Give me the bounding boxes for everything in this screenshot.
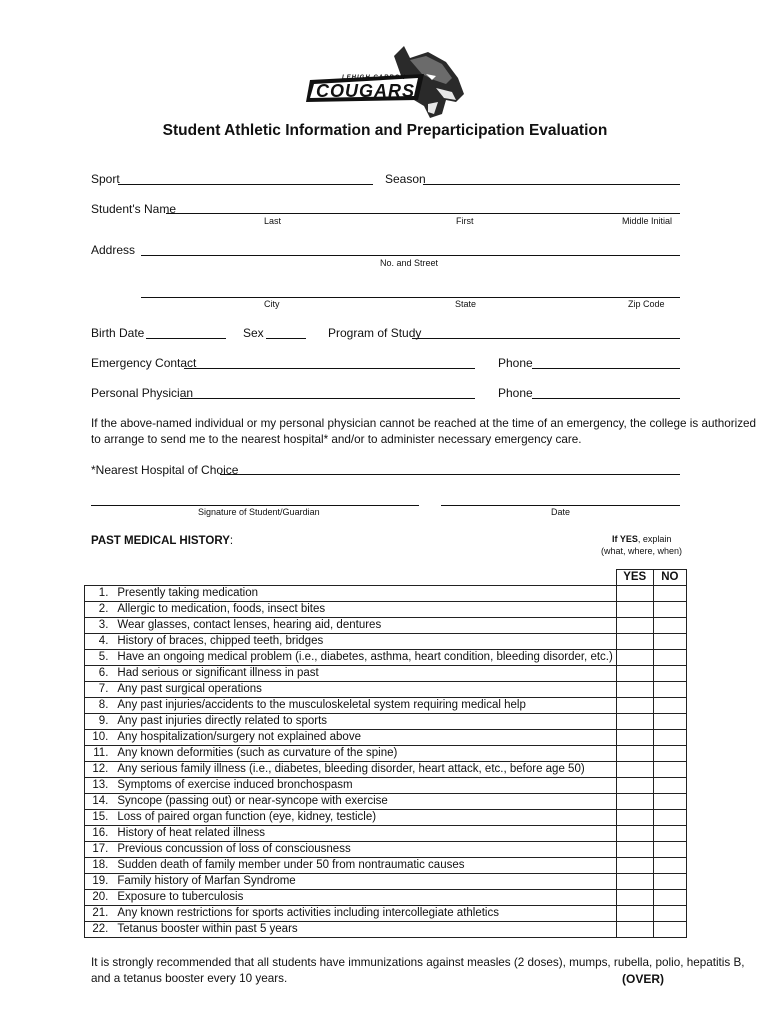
item-number: 4. [85, 634, 115, 650]
sex-field[interactable] [266, 338, 306, 339]
table-row [85, 778, 687, 794]
authorization-line-2: to arrange to send me to the nearest hospital* and/or to administer necessary emergency care. [91, 433, 582, 446]
table-row [85, 858, 687, 874]
item-description: Wear glasses, contact lenses, hearing aid, dentures [114, 618, 616, 634]
yes-checkbox-cell[interactable] [616, 682, 653, 698]
no-checkbox-cell[interactable] [653, 666, 686, 682]
sport-field[interactable] [118, 184, 373, 185]
hospital-field[interactable] [220, 474, 680, 475]
no-checkbox-cell[interactable] [653, 586, 686, 602]
no-checkbox-cell[interactable] [653, 810, 686, 826]
table-row [85, 842, 687, 858]
table-row [85, 714, 687, 730]
no-checkbox-cell[interactable] [653, 890, 686, 906]
table-row [85, 730, 687, 746]
city-state-zip-field[interactable] [141, 297, 680, 298]
yes-checkbox-cell[interactable] [616, 826, 653, 842]
item-description: History of braces, chipped teeth, bridges [114, 634, 616, 650]
yes-checkbox-cell[interactable] [616, 906, 653, 922]
yes-checkbox-cell[interactable] [616, 794, 653, 810]
explain-note-line-2: (what, where, when) [601, 546, 683, 556]
item-number: 9. [85, 714, 115, 730]
yes-checkbox-cell[interactable] [616, 634, 653, 650]
zip-caption: Zip Code [628, 299, 665, 309]
state-caption: State [455, 299, 477, 309]
medical-history-table [84, 569, 687, 938]
yes-checkbox-cell[interactable] [616, 810, 653, 826]
yes-checkbox-cell[interactable] [616, 842, 653, 858]
sex-label: Sex [243, 326, 264, 340]
table-row [85, 618, 687, 634]
street-caption: No. and Street [380, 258, 439, 268]
no-checkbox-cell[interactable] [653, 778, 686, 794]
middle-initial-caption: Middle Initial [622, 216, 673, 226]
item-number: 21. [85, 906, 115, 922]
program-field[interactable] [412, 338, 680, 339]
no-checkbox-cell[interactable] [653, 826, 686, 842]
item-description: Any known restrictions for sports activities including intercollegiate athletics [114, 906, 616, 922]
item-description: Any past injuries/accidents to the musculoskeletal system requiring medical help [114, 698, 616, 714]
city-caption: City [264, 299, 280, 309]
item-description: Allergic to medication, foods, insect bites [114, 602, 616, 618]
no-checkbox-cell[interactable] [653, 746, 686, 762]
medical-history-heading: PAST MEDICAL HISTORY: [91, 535, 234, 547]
item-number: 13. [85, 778, 115, 794]
no-checkbox-cell[interactable] [653, 762, 686, 778]
item-number: 12. [85, 762, 115, 778]
yes-checkbox-cell[interactable] [616, 730, 653, 746]
table-row [85, 922, 687, 938]
emergency-contact-label: Emergency Contact [91, 356, 197, 370]
yes-checkbox-cell[interactable] [616, 698, 653, 714]
student-name-field[interactable] [166, 213, 680, 214]
yes-checkbox-cell[interactable] [616, 778, 653, 794]
date-caption: Date [551, 507, 571, 517]
item-description: Presently taking medication [114, 586, 616, 602]
table-row [85, 794, 687, 810]
sport-label: Sport [91, 172, 120, 186]
no-checkbox-cell[interactable] [653, 842, 686, 858]
table-row [85, 698, 687, 714]
item-number: 7. [85, 682, 115, 698]
no-checkbox-cell[interactable] [653, 698, 686, 714]
no-checkbox-cell[interactable] [653, 730, 686, 746]
explain-note-line-1: If YES, explain [612, 534, 672, 544]
table-row [85, 650, 687, 666]
table-row [85, 890, 687, 906]
signature-caption: Signature of Student/Guardian [198, 507, 320, 517]
table-row [85, 762, 687, 778]
last-name-caption: Last [264, 216, 282, 226]
item-number: 2. [85, 602, 115, 618]
cougars-logo [306, 44, 468, 120]
yes-checkbox-cell[interactable] [616, 746, 653, 762]
item-number: 3. [85, 618, 115, 634]
street-field[interactable] [141, 255, 680, 256]
signature-field[interactable] [91, 505, 419, 506]
item-number: 1. [85, 586, 115, 602]
program-label: Program of Study [328, 326, 422, 340]
birth-date-field[interactable] [146, 338, 226, 339]
yes-checkbox-cell[interactable] [616, 618, 653, 634]
emergency-contact-field[interactable] [184, 368, 475, 369]
item-description: Any past injuries directly related to sports [114, 714, 616, 730]
table-row [85, 810, 687, 826]
season-field[interactable] [423, 184, 680, 185]
table-row [85, 746, 687, 762]
item-number: 10. [85, 730, 115, 746]
yes-checkbox-cell[interactable] [616, 858, 653, 874]
table-row [85, 826, 687, 842]
no-checkbox-cell[interactable] [653, 906, 686, 922]
immunization-note-line-2: and a tetanus booster every 10 years. [91, 972, 288, 985]
item-description: History of heat related illness [114, 826, 616, 842]
emergency-phone-label: Phone [498, 356, 533, 370]
yes-checkbox-cell[interactable] [616, 874, 653, 890]
student-name-label: Student's Name [91, 202, 177, 216]
item-description: Any hospitalization/surgery not explained above [114, 730, 616, 746]
item-number: 19. [85, 874, 115, 890]
item-number: 5. [85, 650, 115, 666]
physician-phone-label: Phone [498, 386, 533, 400]
item-description: Sudden death of family member under 50 from nontraumatic causes [114, 858, 616, 874]
no-checkbox-cell[interactable] [653, 922, 686, 938]
item-description: Exposure to tuberculosis [114, 890, 616, 906]
yes-checkbox-cell[interactable] [616, 650, 653, 666]
yes-checkbox-cell[interactable] [616, 602, 653, 618]
over-label: (OVER) [622, 972, 664, 986]
yes-checkbox-cell[interactable] [616, 714, 653, 730]
item-number: 14. [85, 794, 115, 810]
authorization-line-1: If the above-named individual or my personal physician cannot be reached at the time of an emergency, the college is authorized [91, 417, 757, 430]
table-header-row [85, 570, 687, 586]
no-checkbox-cell[interactable] [653, 794, 686, 810]
item-description: Syncope (passing out) or near-syncope with exercise [114, 794, 616, 810]
table-row [85, 602, 687, 618]
item-number: 11. [85, 746, 115, 762]
address-label: Address [91, 243, 136, 257]
item-number: 18. [85, 858, 115, 874]
table-row [85, 586, 687, 602]
item-description: Previous concussion of loss of consciousness [114, 842, 616, 858]
yes-checkbox-cell[interactable] [616, 890, 653, 906]
personal-physician-field[interactable] [180, 398, 475, 399]
page-title: Student Athletic Information and Preparticipation Evaluation [162, 122, 608, 139]
item-number: 15. [85, 810, 115, 826]
item-description: Any serious family illness (i.e., diabetes, bleeding disorder, heart attack, etc., before age 50) [114, 762, 616, 778]
no-checkbox-cell[interactable] [653, 618, 686, 634]
item-number: 22. [85, 922, 115, 938]
no-checkbox-cell[interactable] [653, 634, 686, 650]
first-name-caption: First [456, 216, 474, 226]
yes-checkbox-cell[interactable] [616, 666, 653, 682]
item-number: 20. [85, 890, 115, 906]
item-description: Have an ongoing medical problem (i.e., diabetes, asthma, heart condition, bleeding disorder, etc.) [114, 650, 616, 666]
hospital-label: *Nearest Hospital of Choice [91, 463, 239, 477]
no-checkbox-cell[interactable] [653, 874, 686, 890]
immunization-note-line-1: It is strongly recommended that all students have immunizations against measles (2 doses), mumps, rubella, polio, hepatitis B, [91, 956, 745, 969]
physician-phone-field[interactable] [532, 398, 680, 399]
no-checkbox-cell[interactable] [653, 650, 686, 666]
item-description: Had serious or significant illness in past [114, 666, 616, 682]
item-number: 17. [85, 842, 115, 858]
yes-checkbox-cell[interactable] [616, 586, 653, 602]
no-checkbox-cell[interactable] [653, 714, 686, 730]
item-description: Any known deformities (such as curvature of the spine) [114, 746, 616, 762]
item-description: Any past surgical operations [114, 682, 616, 698]
item-number: 8. [85, 698, 115, 714]
no-checkbox-cell[interactable] [653, 858, 686, 874]
no-checkbox-cell[interactable] [653, 682, 686, 698]
no-column-header: NO [653, 570, 686, 586]
logo-main-text: COUGARS [316, 81, 416, 101]
table-row [85, 682, 687, 698]
item-number: 16. [85, 826, 115, 842]
logo-top-text: LEHIGH CARBON [342, 75, 406, 81]
table-row [85, 666, 687, 682]
table-row [85, 906, 687, 922]
emergency-phone-field[interactable] [532, 368, 680, 369]
season-label: Season [385, 172, 426, 186]
item-description: Symptoms of exercise induced bronchospasm [114, 778, 616, 794]
yes-checkbox-cell[interactable] [616, 762, 653, 778]
item-description: Loss of paired organ function (eye, kidney, testicle) [114, 810, 616, 826]
item-description: Family history of Marfan Syndrome [114, 874, 616, 890]
no-checkbox-cell[interactable] [653, 602, 686, 618]
date-field[interactable] [441, 505, 680, 506]
item-number: 6. [85, 666, 115, 682]
personal-physician-label: Personal Physician [91, 386, 194, 400]
table-row [85, 634, 687, 650]
item-description: Tetanus booster within past 5 years [114, 922, 616, 938]
yes-checkbox-cell[interactable] [616, 922, 653, 938]
table-row [85, 874, 687, 890]
birth-date-label: Birth Date [91, 326, 145, 340]
yes-column-header: YES [616, 570, 653, 586]
